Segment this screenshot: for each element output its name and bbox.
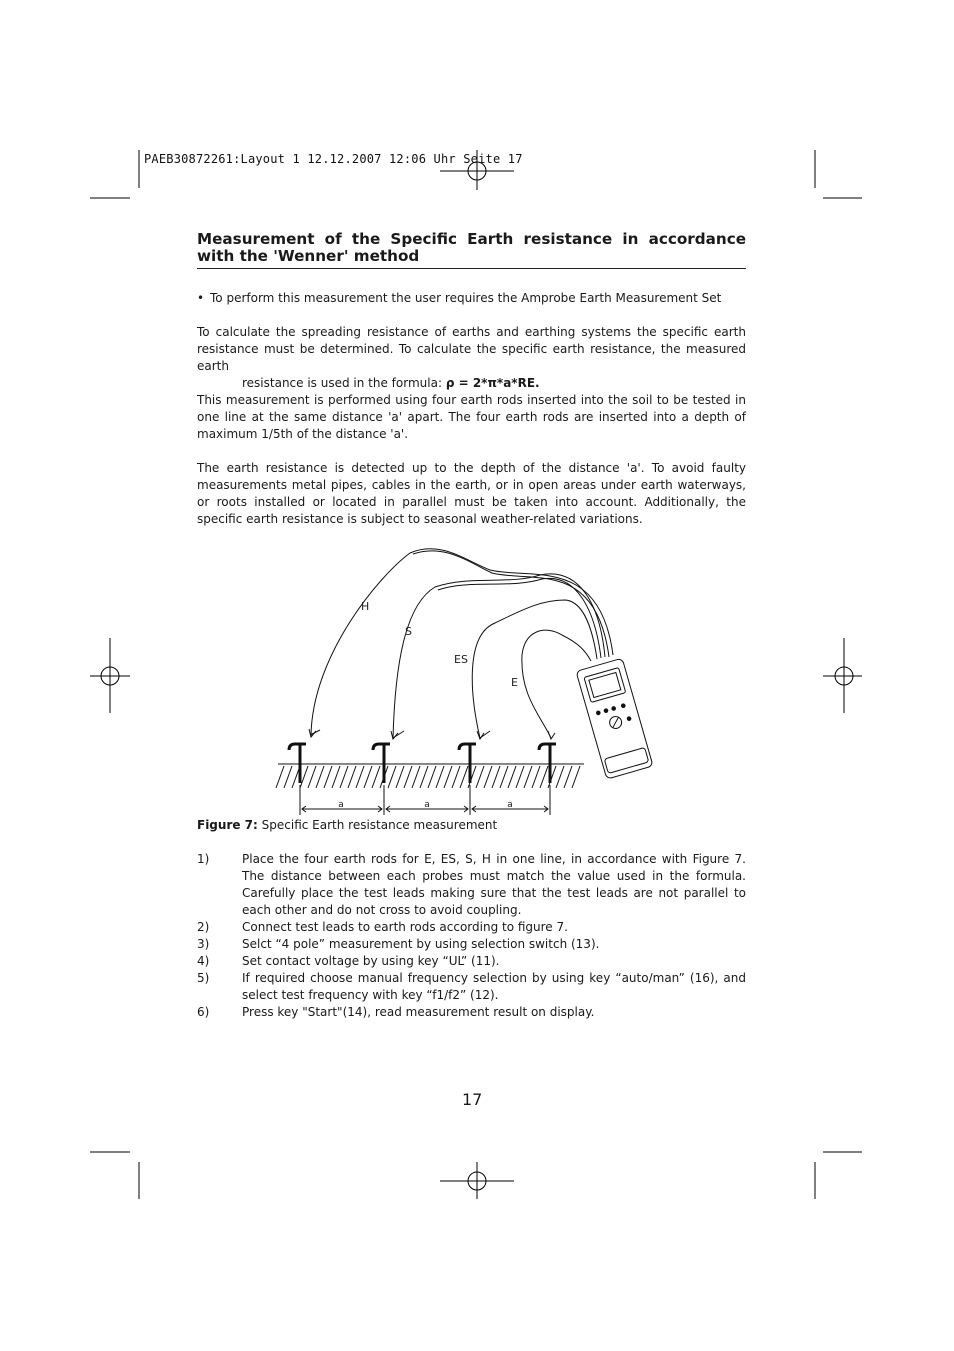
soil-hatching bbox=[276, 766, 580, 788]
step-text: Selct “4 pole” measurement by using selection switch (13). bbox=[242, 937, 600, 951]
spacing-label: a bbox=[424, 800, 430, 810]
step-number: 4) bbox=[197, 954, 210, 968]
caption-text: Specific Earth resistance measurement bbox=[257, 818, 498, 832]
formula: ρ = 2*π*a*RE. bbox=[445, 376, 540, 390]
lead-es bbox=[472, 600, 597, 738]
label-es: ES bbox=[454, 653, 468, 666]
figure-caption bbox=[197, 817, 497, 834]
paragraph-method: This measurement is performed using four earth rods inserted into the soil to be tested in one line at the same distance 'a' apart. The four earth rods are inserted into a depth of maximum 1/5th of the distance 'a'. bbox=[197, 393, 746, 441]
list-item bbox=[197, 1004, 746, 1021]
label-s: S bbox=[405, 625, 412, 638]
earth-rod-e bbox=[539, 743, 556, 783]
bullet-text: To perform this measurement the user requires the Amprobe Earth Measurement Set bbox=[210, 291, 722, 305]
bullet-item bbox=[197, 290, 746, 307]
lead-h bbox=[311, 549, 613, 736]
step-text: If required choose manual frequency selection by using key “auto/man” (16), and select test frequency with key “f1/f2” (12). bbox=[242, 971, 746, 1002]
caption-label: Figure 7: bbox=[197, 818, 258, 832]
print-slug: PAEB30872261:Layout 1 12.12.2007 12:06 Uhr Seite 17 bbox=[144, 152, 523, 166]
lead-h-2 bbox=[413, 551, 609, 657]
step-text: Press key "Start"(14), read measurement result on display. bbox=[242, 1005, 595, 1019]
list-item bbox=[197, 851, 746, 919]
step-number: 1) bbox=[197, 852, 210, 866]
paragraph-depth: The earth resistance is detected up to the depth of the distance 'a'. To avoid faulty measurements metal pipes, cables in the earth, or in open areas under earth waterways, or roots installed or located in parallel must be taken into account. Additionally, the specific earth resistance is subject to seasonal weather-related variations. bbox=[197, 461, 746, 526]
step-number: 5) bbox=[197, 971, 210, 985]
bullet-icon: • bbox=[197, 291, 205, 305]
list-item bbox=[197, 970, 746, 1004]
lead-s bbox=[393, 574, 605, 738]
list-item bbox=[197, 936, 746, 953]
earth-tester bbox=[576, 658, 653, 779]
step-number: 6) bbox=[197, 1005, 210, 1019]
section-title: Measurement of the Specific Earth resistance in accordance with the 'Wenner' method bbox=[197, 230, 746, 265]
step-text: Set contact voltage by using key “UL” (11). bbox=[242, 954, 500, 968]
list-item bbox=[197, 919, 746, 936]
wenner-diagram bbox=[270, 545, 670, 815]
list-item bbox=[197, 953, 746, 970]
label-h: H bbox=[361, 600, 370, 613]
paragraph-formula bbox=[197, 324, 746, 392]
step-text: Place the four earth rods for E, ES, S, H in one line, in accordance with Figure 7. The distance between each probes must match the value used in the formula. Carefully place the test leads making sure that the test leads are not parallel to each other and do not cross to avoid coupling. bbox=[242, 852, 746, 917]
lead-s-2 bbox=[438, 578, 601, 658]
label-e: E bbox=[511, 676, 518, 689]
title-divider bbox=[197, 268, 746, 269]
step-number: 2) bbox=[197, 920, 210, 934]
paragraph-text: To calculate the spreading resistance of earths and earthing systems the specific earth resistance must be determined. To calculate the specific earth resistance, the measured earth bbox=[197, 325, 746, 373]
procedure-list bbox=[197, 851, 746, 1021]
formula-intro: resistance is used in the formula: bbox=[242, 376, 446, 390]
step-number: 3) bbox=[197, 937, 210, 951]
step-text: Connect test leads to earth rods according to figure 7. bbox=[242, 920, 568, 934]
formula-line bbox=[197, 375, 746, 392]
spacing-label: a bbox=[507, 800, 513, 810]
spacing-label: a bbox=[338, 800, 344, 810]
page-number: 17 bbox=[462, 1090, 483, 1109]
